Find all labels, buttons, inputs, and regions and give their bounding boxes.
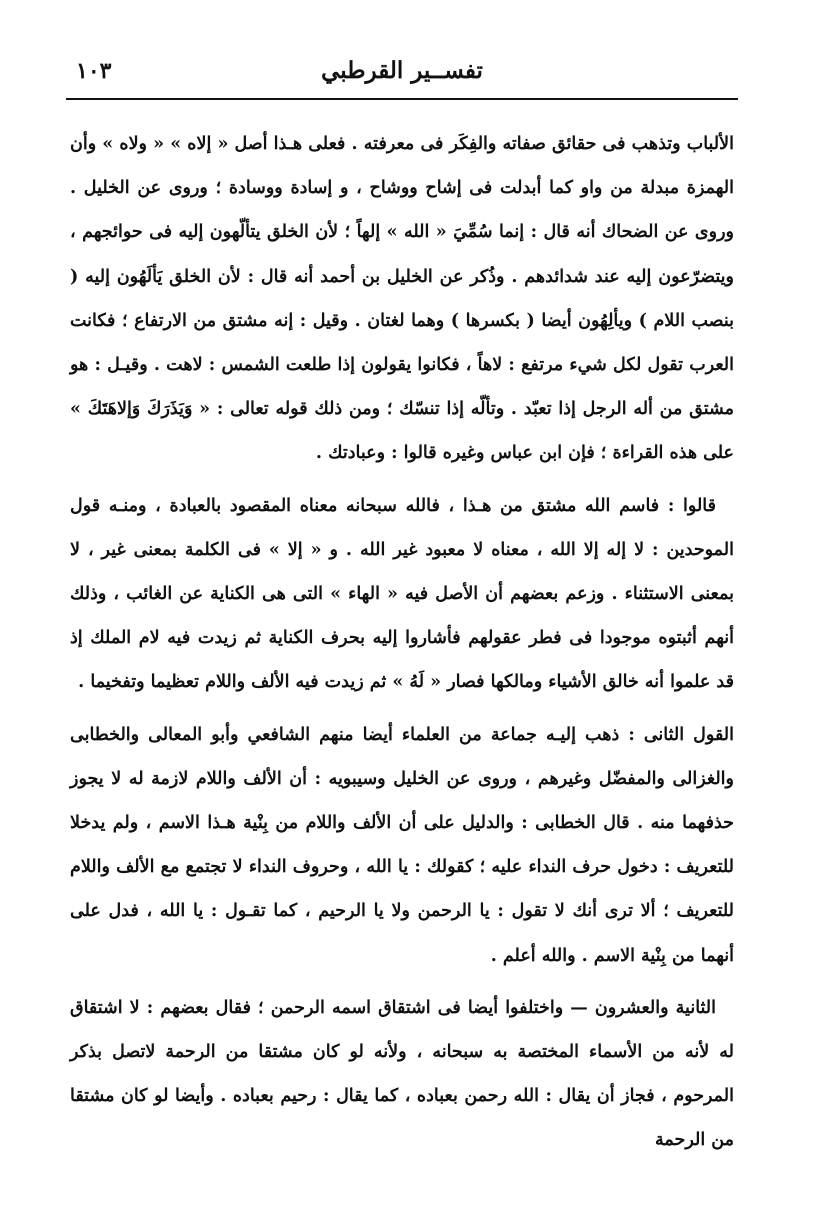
paragraph-1: الألباب وتذهب فى حقائق صفاته والفِكَر فى معرفته . فعلى هـذا أصل « إلاه » « ولاه » وأن الهمزة مبدلة من واو كما أبدلت فى إشاح ووشاح ، و إسادة ووسادة ؛ وروى عن الخليل . وروى عن الضحاك أنه قال : إنما سُمِّيَ « الله » إلهاً ؛ لأن الخلق يتألّهون إليه فى حوائجهم ، ويتضرّعون إليه عند شدائدهم . وذُكر عن الخليل بن أحمد أنه قال : لأن الخلق يَألَهُون إليه ( بنصب اللام ) ويألِهُون أيضا ( بكسرها ) وهما لغتان . وقيل : إنه مشتق من الارتفاع ؛ فكانت العرب تقول لكل شيء مرتفع : لاهاً ، فكانوا يقولون إذا طلعت الشمس : لاهت . وقيـل : هو مشتق من أله الرجل إذا تعبّد . وتألّه إذا تنسّك ؛ ومن ذلك قوله تعالى : « وَيَذَرَكَ وَإلاهَتَكَ » على هذه القراءة ؛ فإن ابن عباس وغيره قالوا : وعبادتك . [70,134,734,464]
header-rule [66,98,738,100]
paragraph-2: قالوا : فاسم الله مشتق من هـذا ، فالله سبحانه معناه المقصود بالعبادة ، ومنـه قول الموحدين : لا إله إلا الله ، معناه لا معبود غير الله . و « إلا » فى الكلمة بمعنى غير ، لا بمعنى الاستثناء . وزعم بعضهم أن الأصل فيه « الهاء » التى هى الكناية عن الغائب ، وذلك أنهم أثبتوه موجودا فى فطر عقولهم فأشاروا إليه بحرف الكناية ثم زيدت فيه لام الملك إذ قد علموا أنه خالق الأشياء ومالكها فصار « لَهُ » ثم زيدت فيه الألف واللام تعظيما وتفخيما . [70,495,734,693]
running-title: تفســير القرطبي [321,57,483,84]
body-text [70,122,734,1163]
paragraph-4: الثانية والعشرون — واختلفوا أيضا فى اشتقاق اسمه الرحمن ؛ فقال بعضهم : لا اشتقاق له لأنه من الأسماء المختصة به سبحانه ، ولأنه لو كان مشتقا من الرحمة لاتصل بذكر المرحوم ، فجاز أن يقال : الله رحمن بعباده ، كما يقال : رحيم بعباده . وأيضا لو كان مشتقا من الرحمة [70,997,734,1151]
paragraph-3: القول الثانى : ذهب إليـه جماعة من العلماء أيضا منهم الشافعي وأبو المعالى والخطابى والغزالى والمفضّل وغيرهم ، وروى عن الخليل وسيبويه : أن الألف واللام لازمة له لا يجوز حذفهما منه . قال الخطابى : والدليل على أن الألف واللام من بِنْية هـذا الاسم ، ولم يدخلا للتعريف : دخول حرف النداء عليه ؛ كقولك : يا الله ، وحروف النداء لا تجتمع مع الألف واللام للتعريف ؛ ألا ترى أنك لا تقول : يا الرحمن ولا يا الرحيم ، كما تقـول : يا الله ، فدل على أنهما من بِنْية الاسم . والله أعلم . [70,724,734,966]
page-number: ١٠٣ [76,58,112,84]
page-header [66,52,738,96]
